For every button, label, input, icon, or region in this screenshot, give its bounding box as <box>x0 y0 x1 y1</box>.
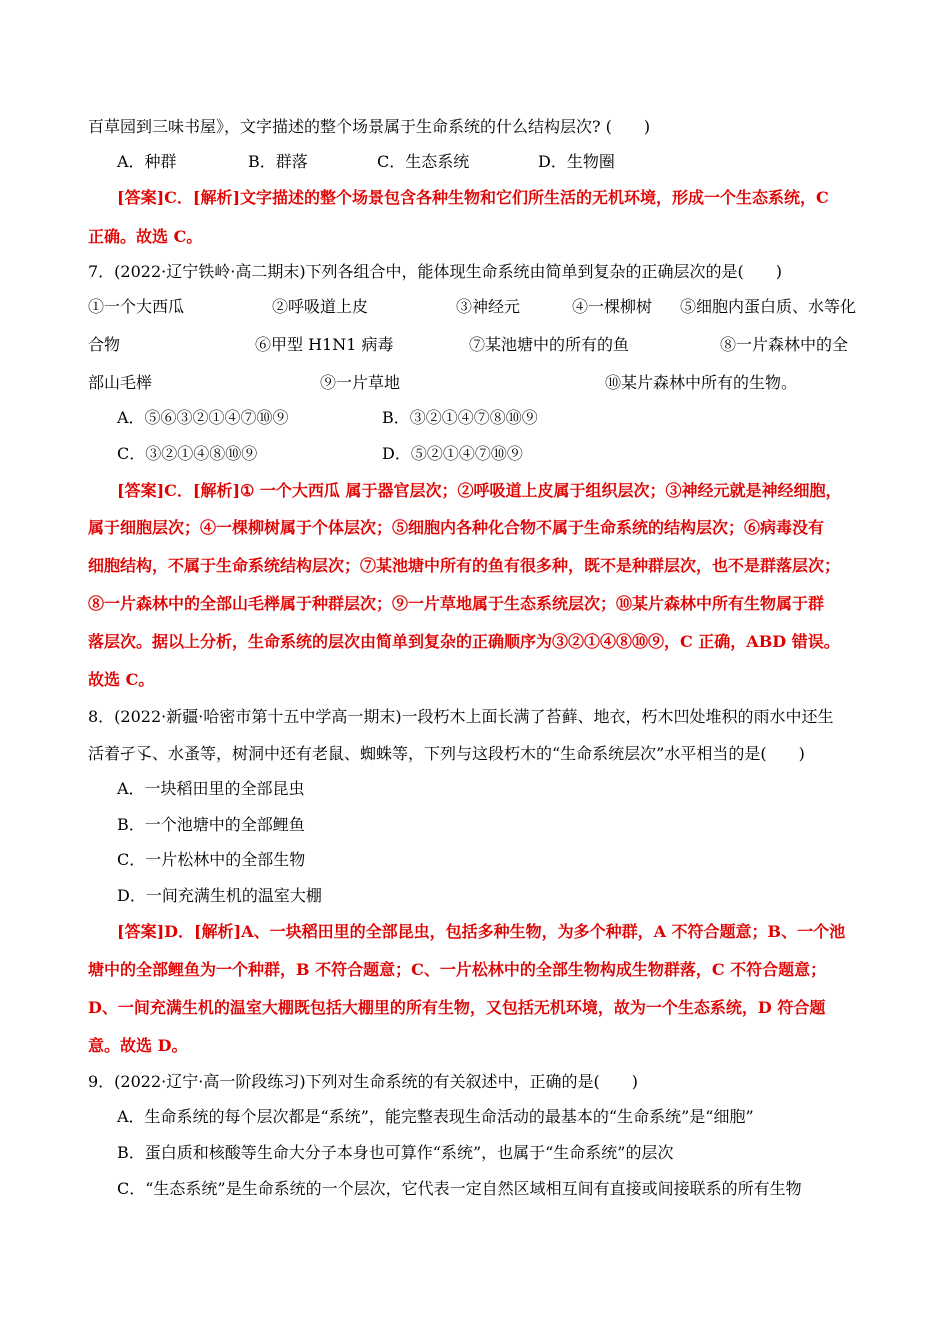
q6-option-b: B．群落 <box>248 152 308 171</box>
q8-option-c: C．一片松林中的全部生物 <box>117 850 306 869</box>
q7-answer-line-2: 属于细胞层次；④一棵柳树属于个体层次；⑤细胞内各种化合物不属于生命系统的结构层次；⑥病毒没有 <box>88 518 825 537</box>
q6-option-c: C．生态系统 <box>377 152 470 171</box>
q9-option-a: A．生命系统的每个层次都是“系统”，能完整表现生命活动的最基本的“生命系统”是“细胞” <box>117 1107 754 1126</box>
q8-answer-line-1: [答案]D．[解析]A、一块稻田里的全部昆虫，包括多种生物，为多个种群，A 不符合题意；B、一个池 <box>117 922 846 941</box>
q7-item-9: ⑨一片草地 <box>320 373 401 392</box>
q7-answer-line-5: 落层次。据以上分析，生命系统的层次由简单到复杂的正确顺序为③②①④⑧⑩⑨，C 正确，ABD 错误。 <box>88 632 840 651</box>
q7-answer-line-1: [答案]C．[解析]① 一个大西瓜 属于器官层次；②呼吸道上皮属于组织层次；③神经元就是神经细胞， <box>117 481 842 500</box>
q7-item-3: ③神经元 <box>456 297 521 316</box>
q8-option-d: D．一间充满生机的温室大棚 <box>117 886 322 905</box>
q7-item-5-cont: 合物 <box>88 335 121 354</box>
q6-answer-line-1: [答案]C．[解析]文字描述的整个场景包含各种生物和它们所生活的无机环境，形成一个生态系统，C <box>117 188 829 207</box>
q8-stem-line-1: 8．(2022·新疆·哈密市第十五中学高一期末)一段朽木上面长满了苔藓、地衣，朽木凹处堆积的雨水中还生 <box>88 707 834 726</box>
q6-answer-line-2: 正确。故选 C。 <box>88 227 203 246</box>
q7-item-1: ①一个大西瓜 <box>88 297 185 316</box>
q7-option-c: C．③②①④⑧⑩⑨ <box>117 444 258 463</box>
q8-option-b: B．一个池塘中的全部鲤鱼 <box>117 815 305 834</box>
q8-answer-line-2: 塘中的全部鲤鱼为一个种群，B 不符合题意；C、一片松林中的全部生物构成生物群落，C 不符合题意； <box>88 960 827 979</box>
q7-answer-line-4: ⑧一片森林中的全部山毛榉属于种群层次；⑨一片草地属于生态系统层次；⑩某片森林中所有生物属于群 <box>88 594 825 613</box>
q7-option-d: D．⑤②①④⑦⑩⑨ <box>382 444 523 463</box>
q9-stem: 9．(2022·辽宁·高一阶段练习)下列对生命系统的有关叙述中，正确的是( ) <box>88 1072 639 1091</box>
q6-option-d: D．生物圈 <box>538 152 615 171</box>
q7-stem: 7．(2022·辽宁铁岭·高二期末)下列各组合中，能体现生命系统由简单到复杂的正确层次的是( ) <box>88 262 783 281</box>
q7-option-b: B．③②①④⑦⑧⑩⑨ <box>382 408 538 427</box>
q7-answer-line-6: 故选 C。 <box>88 670 155 689</box>
q9-option-c: C．“生态系统”是生命系统的一个层次，它代表一定自然区域相互间有直接或间接联系的所有生物 <box>117 1179 802 1198</box>
q7-item-8-cont: 部山毛榉 <box>88 373 153 392</box>
q7-item-5: ⑤细胞内蛋白质、水等化 <box>680 297 857 316</box>
q7-item-7: ⑦某池塘中的所有的鱼 <box>469 335 630 354</box>
q6-option-a: A．种群 <box>117 152 177 171</box>
q8-answer-line-4: 意。故选 D。 <box>88 1036 188 1055</box>
q7-option-a: A．⑤⑥③②①④⑦⑩⑨ <box>117 408 289 427</box>
q7-item-10: ⑩某片森林中所有的生物。 <box>605 373 798 392</box>
q8-answer-line-3: D、一间充满生机的温室大棚既包括大棚里的所有生物，又包括无机环境，故为一个生态系统，D 符合题 <box>88 998 826 1017</box>
q7-item-8: ⑧一片森林中的全 <box>720 335 849 354</box>
q8-stem-line-2: 活着孑孓、水蚤等，树洞中还有老鼠、蜘蛛等，下列与这段朽木的“生命系统层次”水平相当的是( ) <box>88 744 805 763</box>
q6-stem-line: 百草园到三味书屋》，文字描述的整个场景属于生命系统的什么结构层次? ( ) <box>88 117 651 136</box>
q7-item-2: ②呼吸道上皮 <box>272 297 369 316</box>
q7-item-4: ④一棵柳树 <box>572 297 653 316</box>
q7-item-6: ⑥甲型 H1N1 病毒 <box>255 335 394 354</box>
q9-option-b: B．蛋白质和核酸等生命大分子本身也可算作“系统”，也属于“生命系统”的层次 <box>117 1143 674 1162</box>
q8-option-a: A．一块稻田里的全部昆虫 <box>117 779 305 798</box>
q7-answer-line-3: 细胞结构，不属于生命系统结构层次；⑦某池塘中所有的鱼有很多种，既不是种群层次，也不是群落层次； <box>88 556 841 575</box>
